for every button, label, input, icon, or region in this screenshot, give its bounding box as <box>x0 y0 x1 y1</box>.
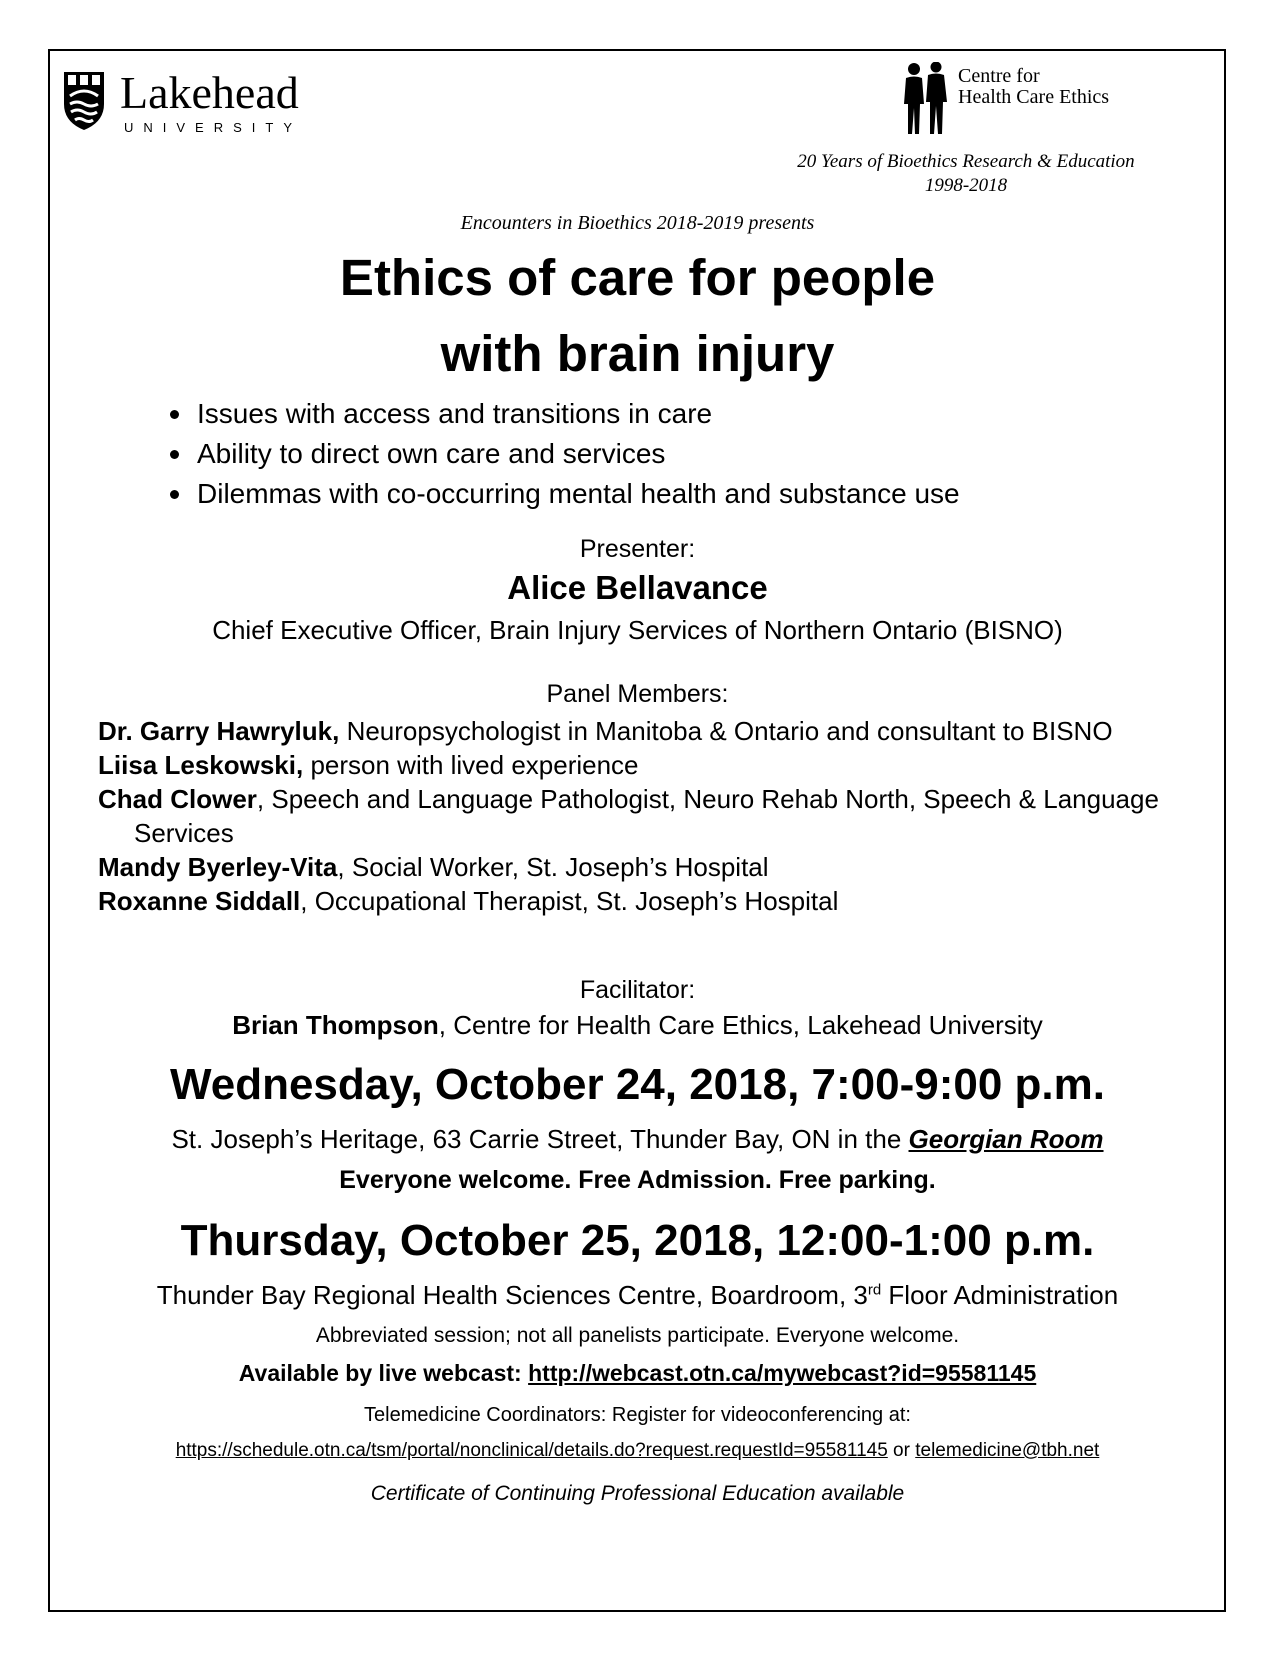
presenter-name: Alice Bellavance <box>507 569 768 606</box>
session1-location: St. Joseph’s Heritage, 63 Carrie Street, Thunder Bay, ON in the Georgian Room <box>171 1124 1104 1154</box>
panel-member: Chad Clower, Speech and Language Pathologist, Neuro Rehab North, Speech & Language Services <box>98 784 1159 848</box>
telemedicine-text: Telemedicine Coordinators: Register for videoconferencing at: <box>364 1404 911 1426</box>
facilitator <box>0 1010 1275 1041</box>
topic-item: Issues with access and transitions in care <box>170 394 960 434</box>
centre-name-line1: Centre for <box>958 65 1040 87</box>
panel-members-list <box>98 714 1178 918</box>
session1-note: Everyone welcome. Free Admission. Free parking. <box>339 1166 936 1194</box>
event-title <box>0 240 1275 392</box>
lakehead-logo <box>62 67 303 135</box>
two-people-icon <box>900 62 952 136</box>
topic-item: Ability to direct own care and services <box>170 434 960 474</box>
presenter-role: Chief Executive Officer, Brain Injury Services of Northern Ontario (BISNO) <box>212 615 1063 645</box>
bullet-icon <box>170 490 179 499</box>
session2-date: Thursday, October 25, 2018, 12:00-1:00 p.m. <box>180 1216 1095 1265</box>
panel-member: Roxanne Siddall, Occupational Therapist, St. Joseph’s Hospital <box>98 886 839 916</box>
anniversary-line2: 1998-2018 <box>924 175 1008 196</box>
bullet-icon <box>170 410 179 419</box>
title-line1: Ethics of care for people <box>339 249 936 306</box>
series-presents: Encounters in Bioethics 2018-2019 presents <box>460 212 815 234</box>
webcast-line <box>0 1360 1275 1387</box>
webcast-link[interactable]: http://webcast.otn.ca/mywebcast?id=95581145 <box>528 1360 1037 1386</box>
facilitator-name: Brian Thompson <box>232 1010 439 1040</box>
panel-member: Dr. Garry Hawryluk, Neuropsychologist in Manitoba & Ontario and consultant to BISNO <box>98 716 1113 746</box>
certificate-note: Certificate of Continuing Professional Education available <box>370 1482 905 1505</box>
centre-name-line2: Health Care Ethics <box>958 86 1110 108</box>
webcast-label: Available by live webcast: <box>238 1360 529 1386</box>
panel-member: Liisa Leskowski, person with lived experience <box>98 750 639 780</box>
facilitator-desc: , Centre for Health Care Ethics, Lakehead University <box>438 1010 1043 1040</box>
university-sub: UNIVERSITY <box>124 120 303 135</box>
schedule-line: https://schedule.otn.ca/tsm/portal/nonclinical/details.do?request.requestId=95581145 or telemedicine@tbh.net <box>175 1440 1100 1461</box>
bullet-icon <box>170 450 179 459</box>
panel-member: Mandy Byerley-Vita, Social Worker, St. Joseph’s Hospital <box>98 852 769 882</box>
session1-date: Wednesday, October 24, 2018, 7:00-9:00 p.m. <box>170 1060 1105 1109</box>
session2-location: Thunder Bay Regional Health Sciences Centre, Boardroom, 3rd Floor Administration <box>156 1280 1119 1310</box>
university-name: Lakehead <box>120 67 299 118</box>
anniversary-note <box>720 150 1212 198</box>
chce-logo <box>900 62 1109 136</box>
topic-list <box>170 394 960 514</box>
facilitator-label: Facilitator: <box>579 976 696 1004</box>
email-link[interactable]: telemedicine@tbh.net <box>915 1440 1100 1461</box>
lakehead-crest-icon <box>62 70 106 132</box>
topic-item: Dilemmas with co-occurring mental health and substance use <box>170 474 960 514</box>
room-name: Georgian Room <box>908 1124 1104 1154</box>
panel-label: Panel Members: <box>546 680 729 708</box>
title-line2: with brain injury <box>440 325 835 382</box>
session2-note: Abbreviated session; not all panelists participate. Everyone welcome. <box>315 1324 960 1347</box>
anniversary-line1: 20 Years of Bioethics Research & Education <box>797 151 1135 172</box>
schedule-link[interactable]: https://schedule.otn.ca/tsm/portal/nonclinical/details.do?request.requestId=95581145 <box>175 1440 888 1461</box>
presenter-label: Presenter: <box>579 535 696 563</box>
